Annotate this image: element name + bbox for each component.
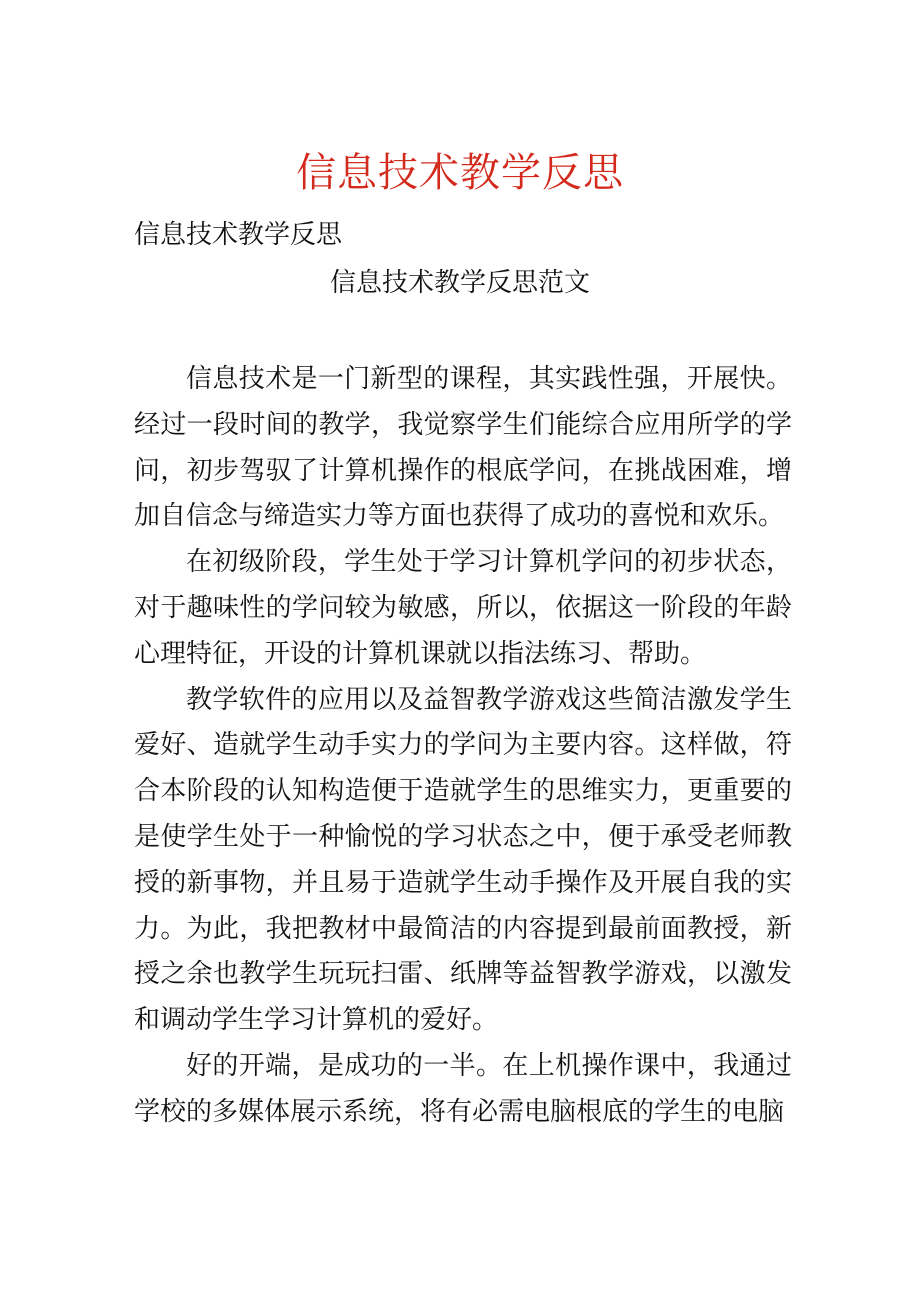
document-body (134, 357, 792, 1136)
paragraph-1: 信息技术是一门新型的课程，其实践性强，开展快。经过一段时间的教学，我觉察学生们能综合应用所学的学问，初步驾驭了计算机操作的根底学问，在挑战困难，增加自信念与缔造实力等方面也获得了成功的喜悦和欢乐。 (134, 364, 792, 532)
document-subtitle: 信息技术教学反思 (134, 220, 343, 250)
paragraph-4: 好的开端，是成功的一半。在上机操作课中，我通过学校的多媒体展示系统，将有必需电脑根底的学生的电脑 (134, 1050, 792, 1127)
paragraph-3: 教学软件的应用以及益智教学游戏这些简洁激发学生爱好、造就学生动手实力的学问为主要内容。这样做，符合本阶段的认知构造便于造就学生的思维实力，更重要的是使学生处于一种愉悦的学习状态之中，便于承受老师教授的新事物，并且易于造就学生动手操作及开展自我的实力。为此，我把教材中最简洁的内容提到最前面教授，新授之余也教学生玩玩扫雷、纸牌等益智教学游戏，以激发和调动学生学习计算机的爱好。 (134, 684, 792, 1036)
document-subheading: 信息技术教学反思范文 (329, 268, 590, 298)
paragraph-2: 在初级阶段，学生处于学习计算机学问的初步状态，对于趣味性的学问较为敏感，所以，依据这一阶段的年龄心理特征，开设的计算机课就以指法练习、帮助。 (134, 547, 792, 669)
document-title: 信息技术教学反思 (296, 150, 624, 196)
